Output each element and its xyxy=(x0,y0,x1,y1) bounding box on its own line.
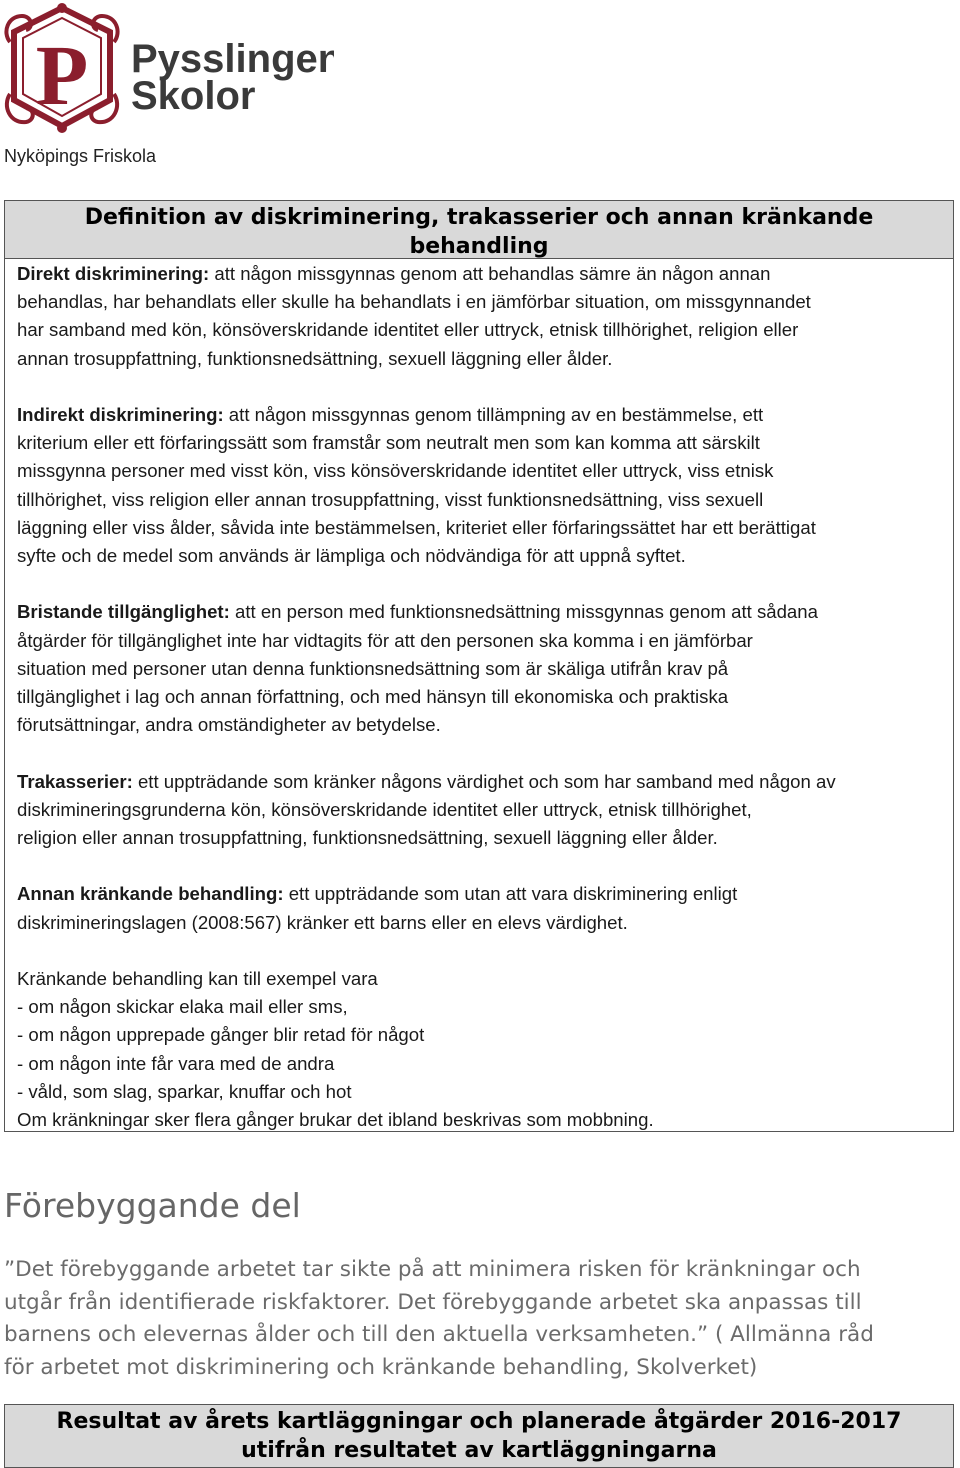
harassment-term: Trakasserier: xyxy=(17,770,133,792)
indirect-line-3: missgynna personer med visst kön, viss könsöverskridande identitet eller uttryck, viss etnisk xyxy=(17,460,774,482)
results-title-box xyxy=(4,1404,954,1468)
quote-line-4: för arbetet mot diskriminering och kränkande behandling, Skolverket) xyxy=(4,1354,758,1380)
definitions-body xyxy=(5,259,953,1134)
results-title-line1: Resultat av årets kartläggningar och planerade åtgärder 2016-2017 xyxy=(56,1409,902,1434)
definitions-title-line2: behandling xyxy=(409,234,549,259)
direct-line-1 xyxy=(17,260,941,288)
examples-paragraph xyxy=(17,965,941,1134)
logo-letter: P xyxy=(35,27,89,123)
quote-line-3: barnens och elevernas ålder och till den aktuella verksamheten.” ( Allmänna råd xyxy=(4,1322,874,1347)
harassment-line-3: religion eller annan trosuppfattning, funktionsnedsättning, sexuell läggning eller ålder. xyxy=(17,827,718,849)
harassment-text-1: ett uppträdande som kränker någons värdighet och som har samband med någon av xyxy=(132,770,836,792)
harassment-line-1 xyxy=(17,768,941,796)
accessibility-line-4: tillgänglighet i lag och annan författning, och med hänsyn till ekonomiska och praktiska xyxy=(17,686,729,708)
examples-line-3: - om någon upprepade gånger blir retad för något xyxy=(17,1024,425,1046)
other-text-1: ett uppträdande som utan att vara diskriminering enligt xyxy=(283,883,738,905)
indirect-term: Indirekt diskriminering: xyxy=(17,404,224,425)
logo-emblem xyxy=(4,2,334,147)
accessibility-line-3: situation med personer utan denna funktionsnedsättning som är skäliga utifrån krav på xyxy=(17,657,729,679)
other-line-2: diskrimineringslagen (2008:567) kränker ett barns eller en elevs värdighet. xyxy=(17,911,628,933)
indirect-line-5: läggning eller viss ålder, såvida inte bestämmelsen, kriteriet eller förfaringssättet har ett berättigat xyxy=(17,516,816,538)
direct-text-1: att någon missgynnas genom att behandlas sämre än någon annan xyxy=(209,263,771,284)
direct-line-3: har samband med kön, könsöverskridande identitet eller uttryck, etnisk tillhörighet, religion eller xyxy=(17,319,799,341)
other-line-1 xyxy=(17,880,941,908)
examples-line-4: - om någon inte får vara med de andra xyxy=(17,1052,335,1074)
accessibility-line-5: förutsättningar, andra omständigheter av betydelse. xyxy=(17,714,441,736)
direct-line-4: annan trosuppfattning, funktionsnedsättning, sexuell läggning eller ålder. xyxy=(17,347,613,369)
accessibility-line-2: åtgärder för tillgänglighet inte har vidtagits för att den personen ska komma i en jämförbar xyxy=(17,629,753,651)
prevention-quote xyxy=(4,1254,954,1384)
indirect-line-2: kriterium eller ett förfaringssätt som framstår som neutralt men som kan komma att särskilt xyxy=(17,432,760,454)
quote-line-1: ”Det förebyggande arbetet tar sikte på att minimera risken för kränkningar och xyxy=(4,1257,861,1282)
other-offensive-paragraph xyxy=(17,880,941,936)
school-name: Nyköpings Friskola xyxy=(4,146,157,166)
accessibility-line-1 xyxy=(17,598,941,626)
examples-line-6: Om kränkningar sker flera gånger brukar det ibland beskrivas som mobbning. xyxy=(17,1109,654,1131)
quote-line-2: utgår från identifierade riskfaktorer. Det förebyggande arbetet ska anpassas till xyxy=(4,1289,862,1315)
examples-line-2: - om någon skickar elaka mail eller sms, xyxy=(17,996,348,1018)
other-term: Annan kränkande behandling: xyxy=(17,883,284,905)
direct-discrimination-paragraph xyxy=(17,260,941,373)
pysslingen-logo xyxy=(4,2,334,147)
indirect-line-4: tillhörighet, viss religion eller annan trosuppfattning, visst funktionsnedsättning, viss sexuell xyxy=(17,488,764,510)
logo-text-line1: Pysslingen xyxy=(131,37,334,81)
definitions-title-line1: Definition av diskriminering, trakasserier och annan kränkande xyxy=(84,205,874,230)
results-title-line2: utifrån resultatet av kartläggningarna xyxy=(241,1438,717,1463)
harassment-line-2: diskrimineringsgrunderna kön, könsöverskridande identitet eller uttryck, etnisk tillhörighet, xyxy=(17,798,752,820)
indirect-line-6: syfte och de medel som används är lämpliga och nödvändiga för att uppnå syftet. xyxy=(17,545,686,567)
examples-line-5: - våld, som slag, sparkar, knuffar och hot xyxy=(17,1080,352,1102)
direct-line-2: behandlas, har behandlats eller skulle ha behandlats i en jämförbar situation, om missgynnandet xyxy=(17,291,811,313)
indirect-line-1 xyxy=(17,401,941,429)
definitions-box xyxy=(4,200,954,1132)
accessibility-paragraph xyxy=(17,598,941,739)
indirect-text-1: att någon missgynnas genom tillämpning av en bestämmelse, ett xyxy=(223,404,764,425)
accessibility-text-1: att en person med funktionsnedsättning missgynnas genom att sådana xyxy=(229,601,818,623)
harassment-paragraph xyxy=(17,768,941,853)
prevention-heading: Förebyggande del xyxy=(4,1186,301,1225)
accessibility-term: Bristande tillgänglighet: xyxy=(17,601,230,623)
logo-text-line2: Skolor xyxy=(131,74,256,118)
examples-line-1: Kränkande behandling kan till exempel vara xyxy=(17,968,378,989)
indirect-discrimination-paragraph xyxy=(17,401,941,570)
direct-term: Direkt diskriminering: xyxy=(17,263,210,284)
definitions-title xyxy=(5,201,953,259)
